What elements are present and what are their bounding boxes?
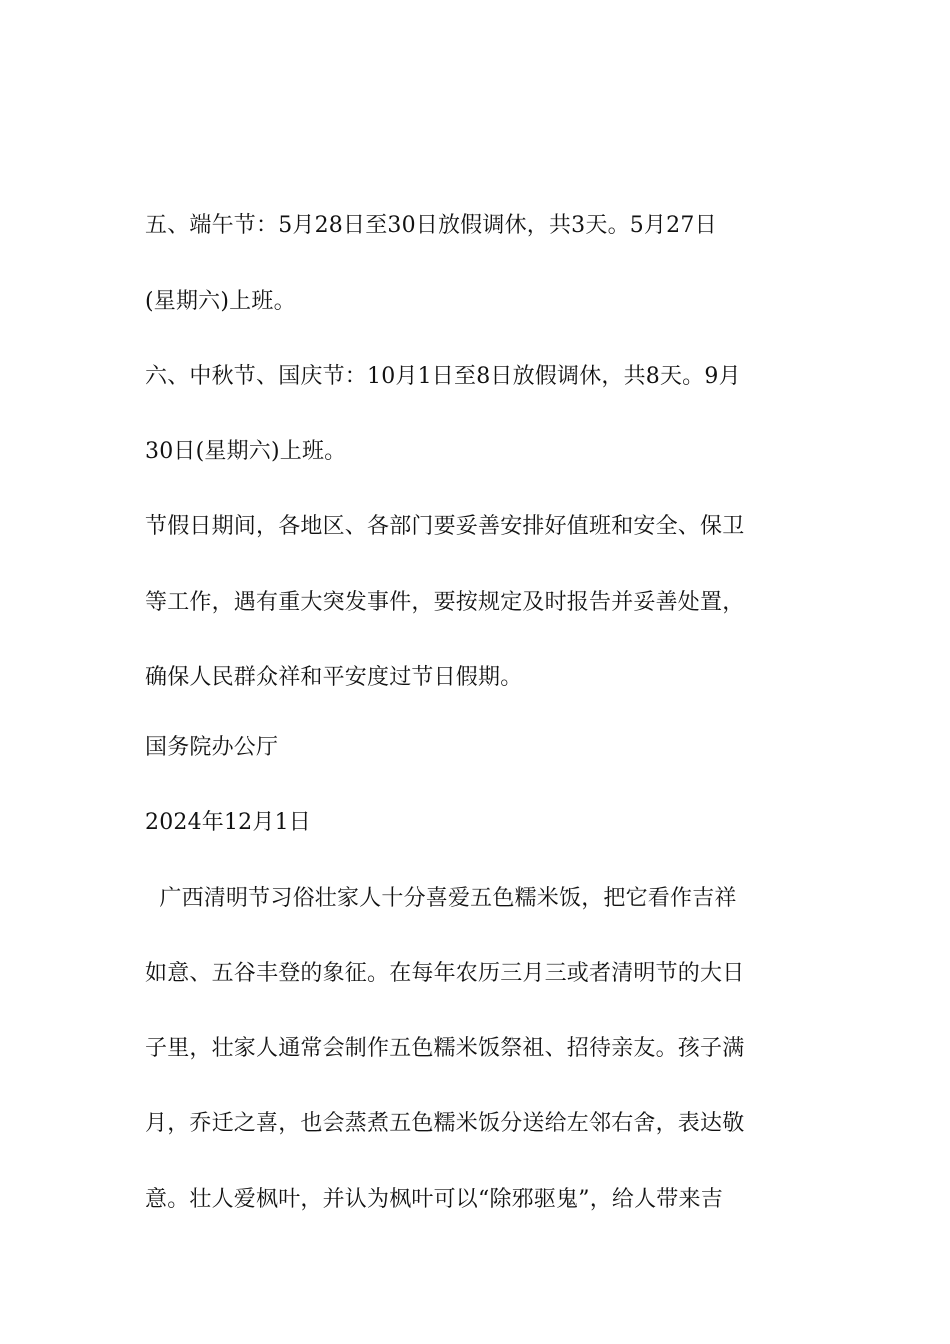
text-line-1: 五、端午节：5月28日至30日放假调休，共3天。5月27日 [145, 213, 717, 238]
issue-date: 2024年12月1日 [145, 810, 311, 835]
text-line-3: 六、中秋节、国庆节：10月1日至8日放假调休，共8天。9月 [145, 364, 741, 389]
text-line-2: (星期六)上班。 [145, 289, 296, 314]
text-line-14: 意。壮人爱枫叶，并认为枫叶可以“除邪驱鬼”，给人带来吉 [145, 1187, 723, 1212]
text-line-4: 30日(星期六)上班。 [145, 439, 347, 464]
text-line-11: 如意、五谷丰登的象征。在每年农历三月三或者清明节的大日 [145, 961, 745, 986]
text-line-10: 广西清明节习俗壮家人十分喜爱五色糯米饭，把它看作吉祥 [145, 886, 737, 911]
issuer-name: 国务院办公厅 [145, 735, 279, 760]
text-line-6: 等工作，遇有重大突发事件，要按规定及时报告并妥善处置， [145, 590, 745, 615]
text-line-12: 子里，壮家人通常会制作五色糯米饭祭祖、招待亲友。孩子满 [145, 1036, 745, 1061]
text-line-7: 确保人民群众祥和平安度过节日假期。 [145, 665, 523, 690]
text-line-5: 节假日期间，各地区、各部门要妥善安排好值班和安全、保卫 [145, 514, 745, 539]
text-line-13: 月，乔迁之喜，也会蒸煮五色糯米饭分送给左邻右舍，表达敬 [145, 1111, 745, 1136]
